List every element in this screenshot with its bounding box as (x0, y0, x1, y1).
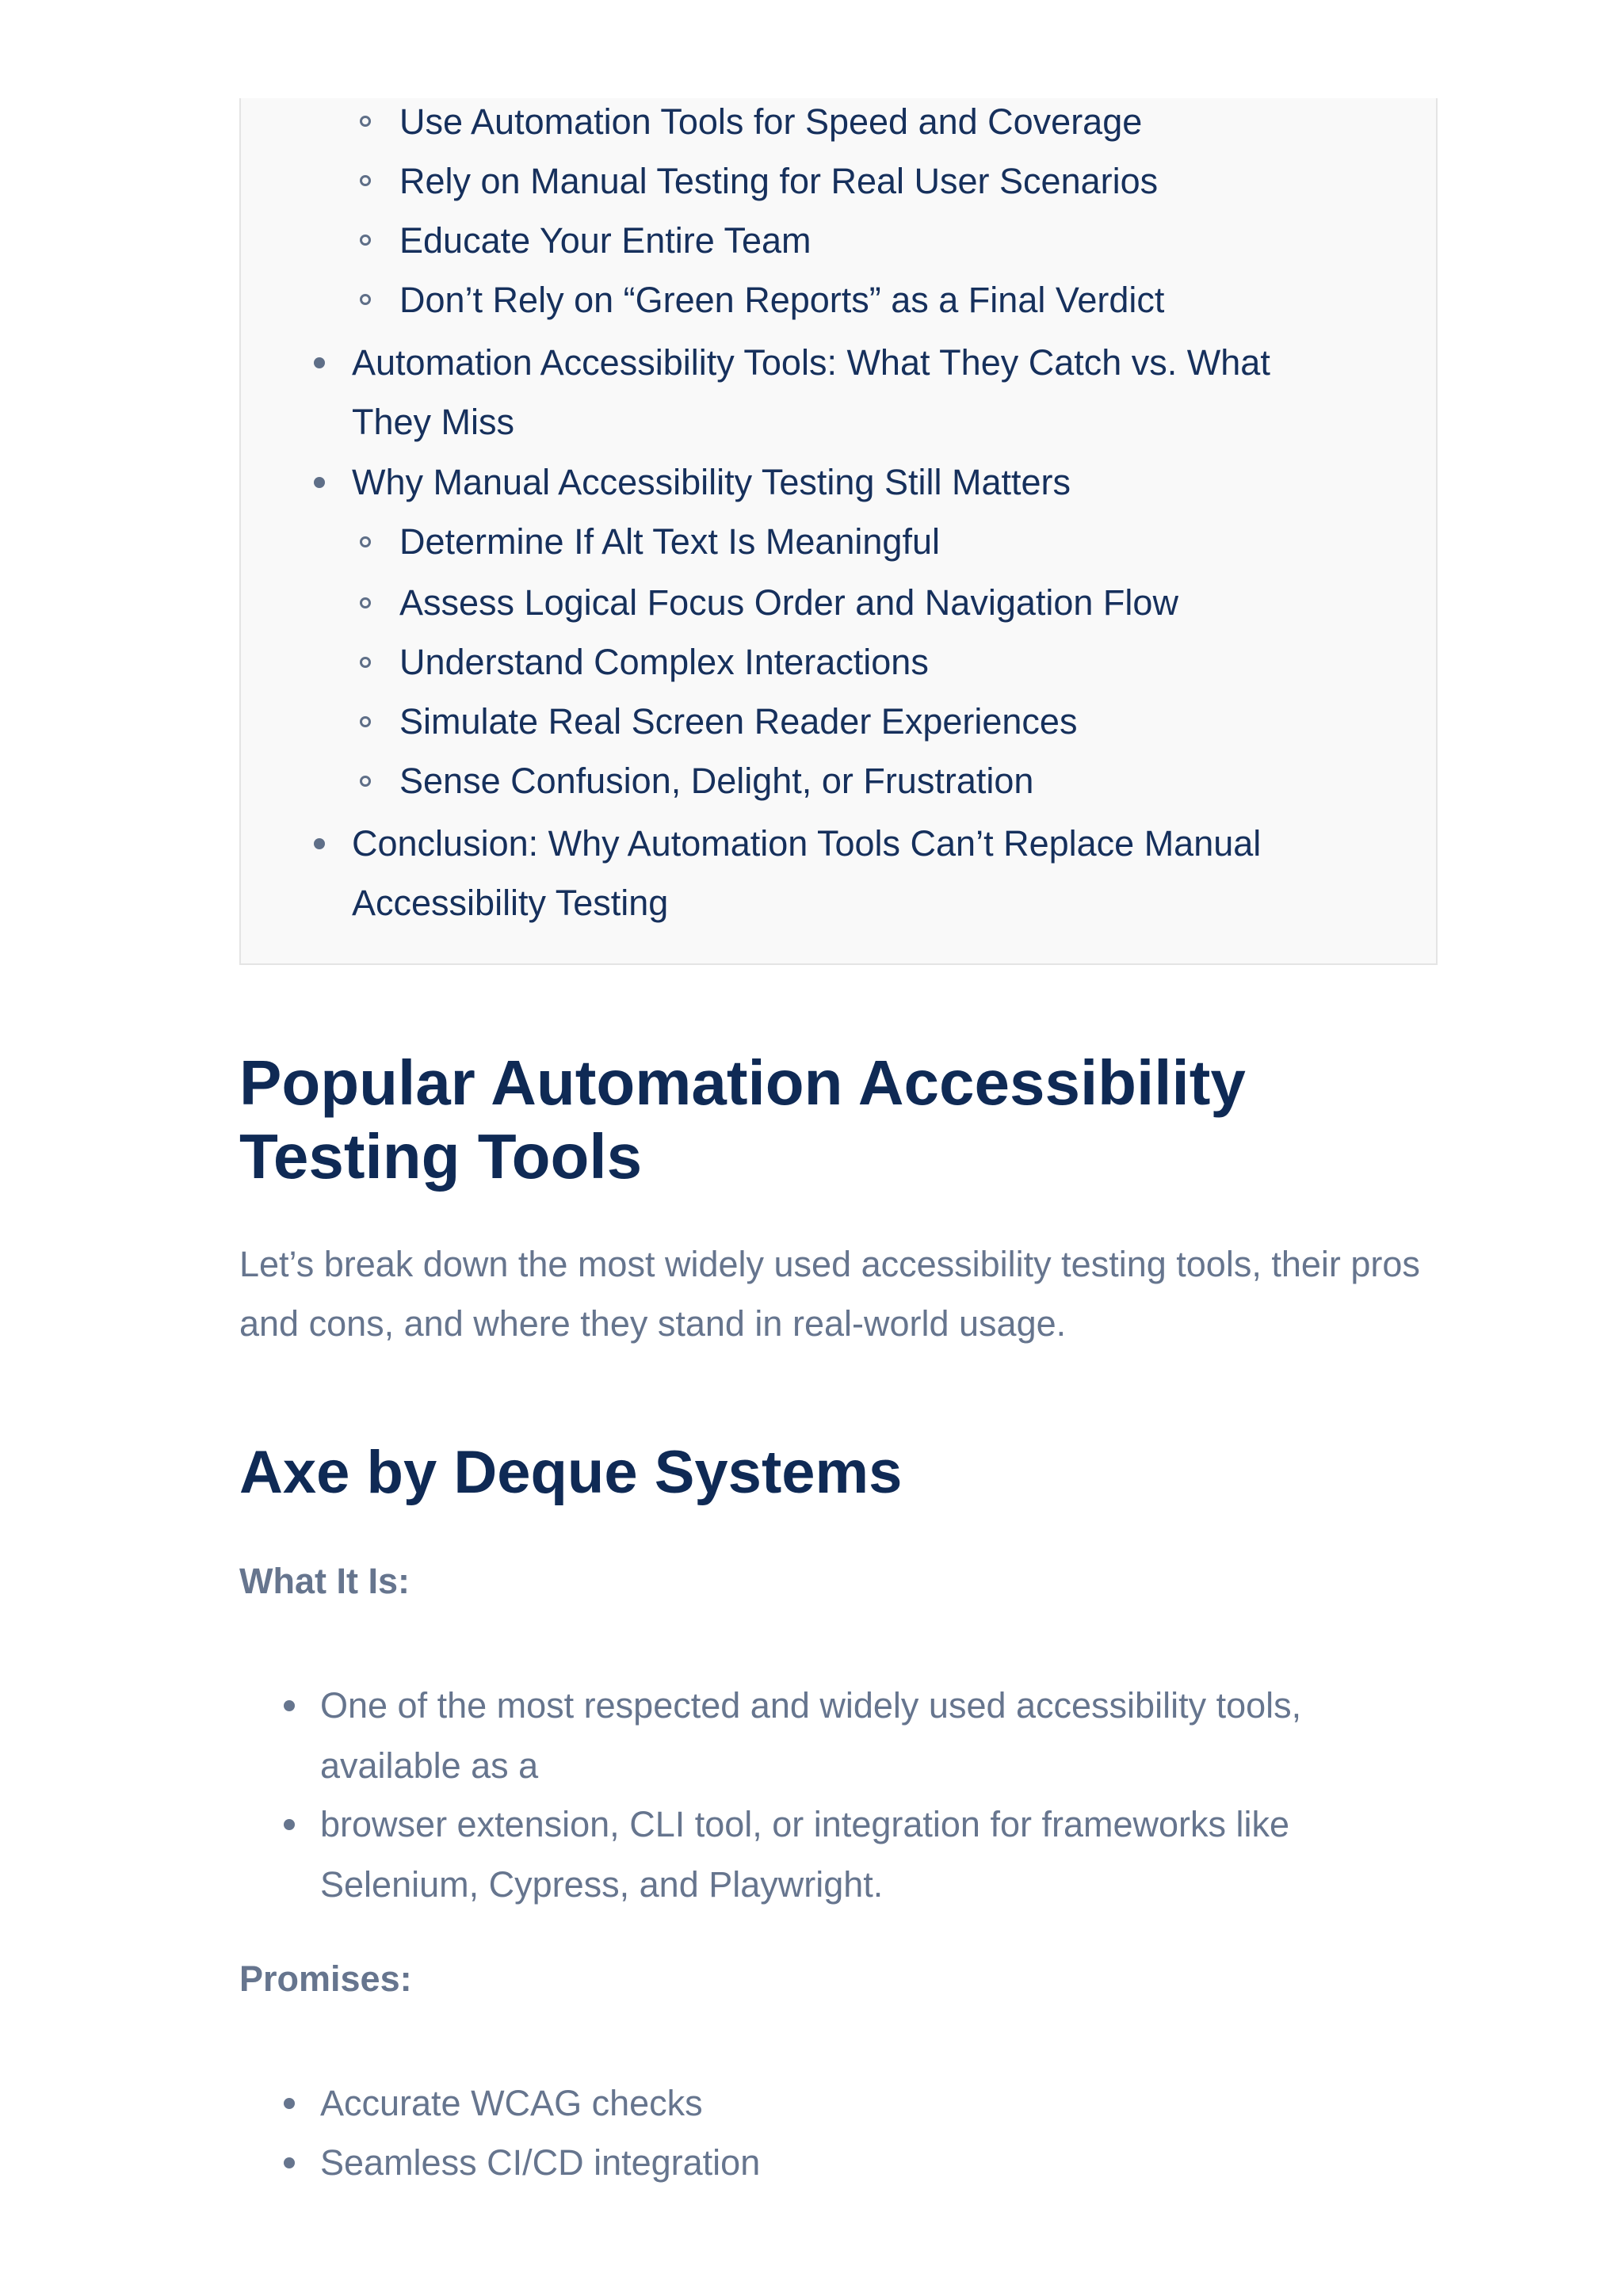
list-item-text: browser extension, CLI tool, or integration for frameworks like Selenium, Cypress, and Playwright. (320, 1804, 1290, 1905)
toc-link[interactable]: Why Manual Accessibility Testing Still Matters (352, 462, 1071, 502)
article-content (239, 0, 1438, 2183)
toc-link[interactable]: Sense Confusion, Delight, or Frustration (399, 761, 1034, 801)
toc-link[interactable]: Rely on Manual Testing for Real User Scenarios (399, 161, 1159, 201)
section-heading: Popular Automation Accessibility Testing Tools (239, 1047, 1246, 1192)
disc-bullet-icon (284, 2157, 295, 2168)
promises-label: Promises: (239, 1958, 412, 1999)
circle-bullet-icon (360, 175, 371, 186)
toc-link[interactable]: Don’t Rely on “Green Reports” as a Final Verdict (399, 280, 1165, 320)
what-it-is-label: What It Is: (239, 1561, 410, 1601)
toc-link[interactable]: Determine If Alt Text Is Meaningful (399, 521, 940, 562)
disc-bullet-icon (284, 1700, 295, 1711)
list-item-text: One of the most respected and widely used accessibility tools, available as a (320, 1685, 1302, 1786)
tool-heading: Axe by Deque Systems (239, 1439, 903, 1506)
toc-link[interactable]: Conclusion: Why Automation Tools Can’t Replace Manual Accessibility Testing (352, 823, 1262, 923)
intro-paragraph: Let’s break down the most widely used accessibility testing tools, their pros and cons, and where they stand in real-world usage. (239, 1244, 1420, 1344)
disc-bullet-icon (314, 357, 325, 368)
table-of-contents (239, 98, 1438, 965)
circle-bullet-icon (360, 657, 371, 668)
circle-bullet-icon (360, 235, 371, 246)
toc-link[interactable]: Understand Complex Interactions (399, 642, 929, 682)
toc-link[interactable]: Automation Accessibility Tools: What They Catch vs. What They Miss (352, 342, 1270, 442)
circle-bullet-icon (360, 776, 371, 787)
list-item-text: Seamless CI/CD integration (320, 2142, 761, 2183)
toc-link[interactable]: Use Automation Tools for Speed and Coverage (399, 101, 1143, 142)
disc-bullet-icon (284, 2098, 295, 2109)
circle-bullet-icon (360, 597, 371, 608)
circle-bullet-icon (360, 294, 371, 305)
toc-link[interactable]: Educate Your Entire Team (399, 220, 812, 261)
disc-bullet-icon (314, 838, 325, 849)
disc-bullet-icon (284, 1819, 295, 1830)
circle-bullet-icon (360, 716, 371, 727)
circle-bullet-icon (360, 536, 371, 547)
disc-bullet-icon (314, 477, 325, 488)
toc-link[interactable]: Simulate Real Screen Reader Experiences (399, 701, 1078, 742)
toc-link[interactable]: Assess Logical Focus Order and Navigation Flow (399, 582, 1178, 623)
list-item-text: Accurate WCAG checks (320, 2083, 703, 2123)
circle-bullet-icon (360, 116, 371, 127)
